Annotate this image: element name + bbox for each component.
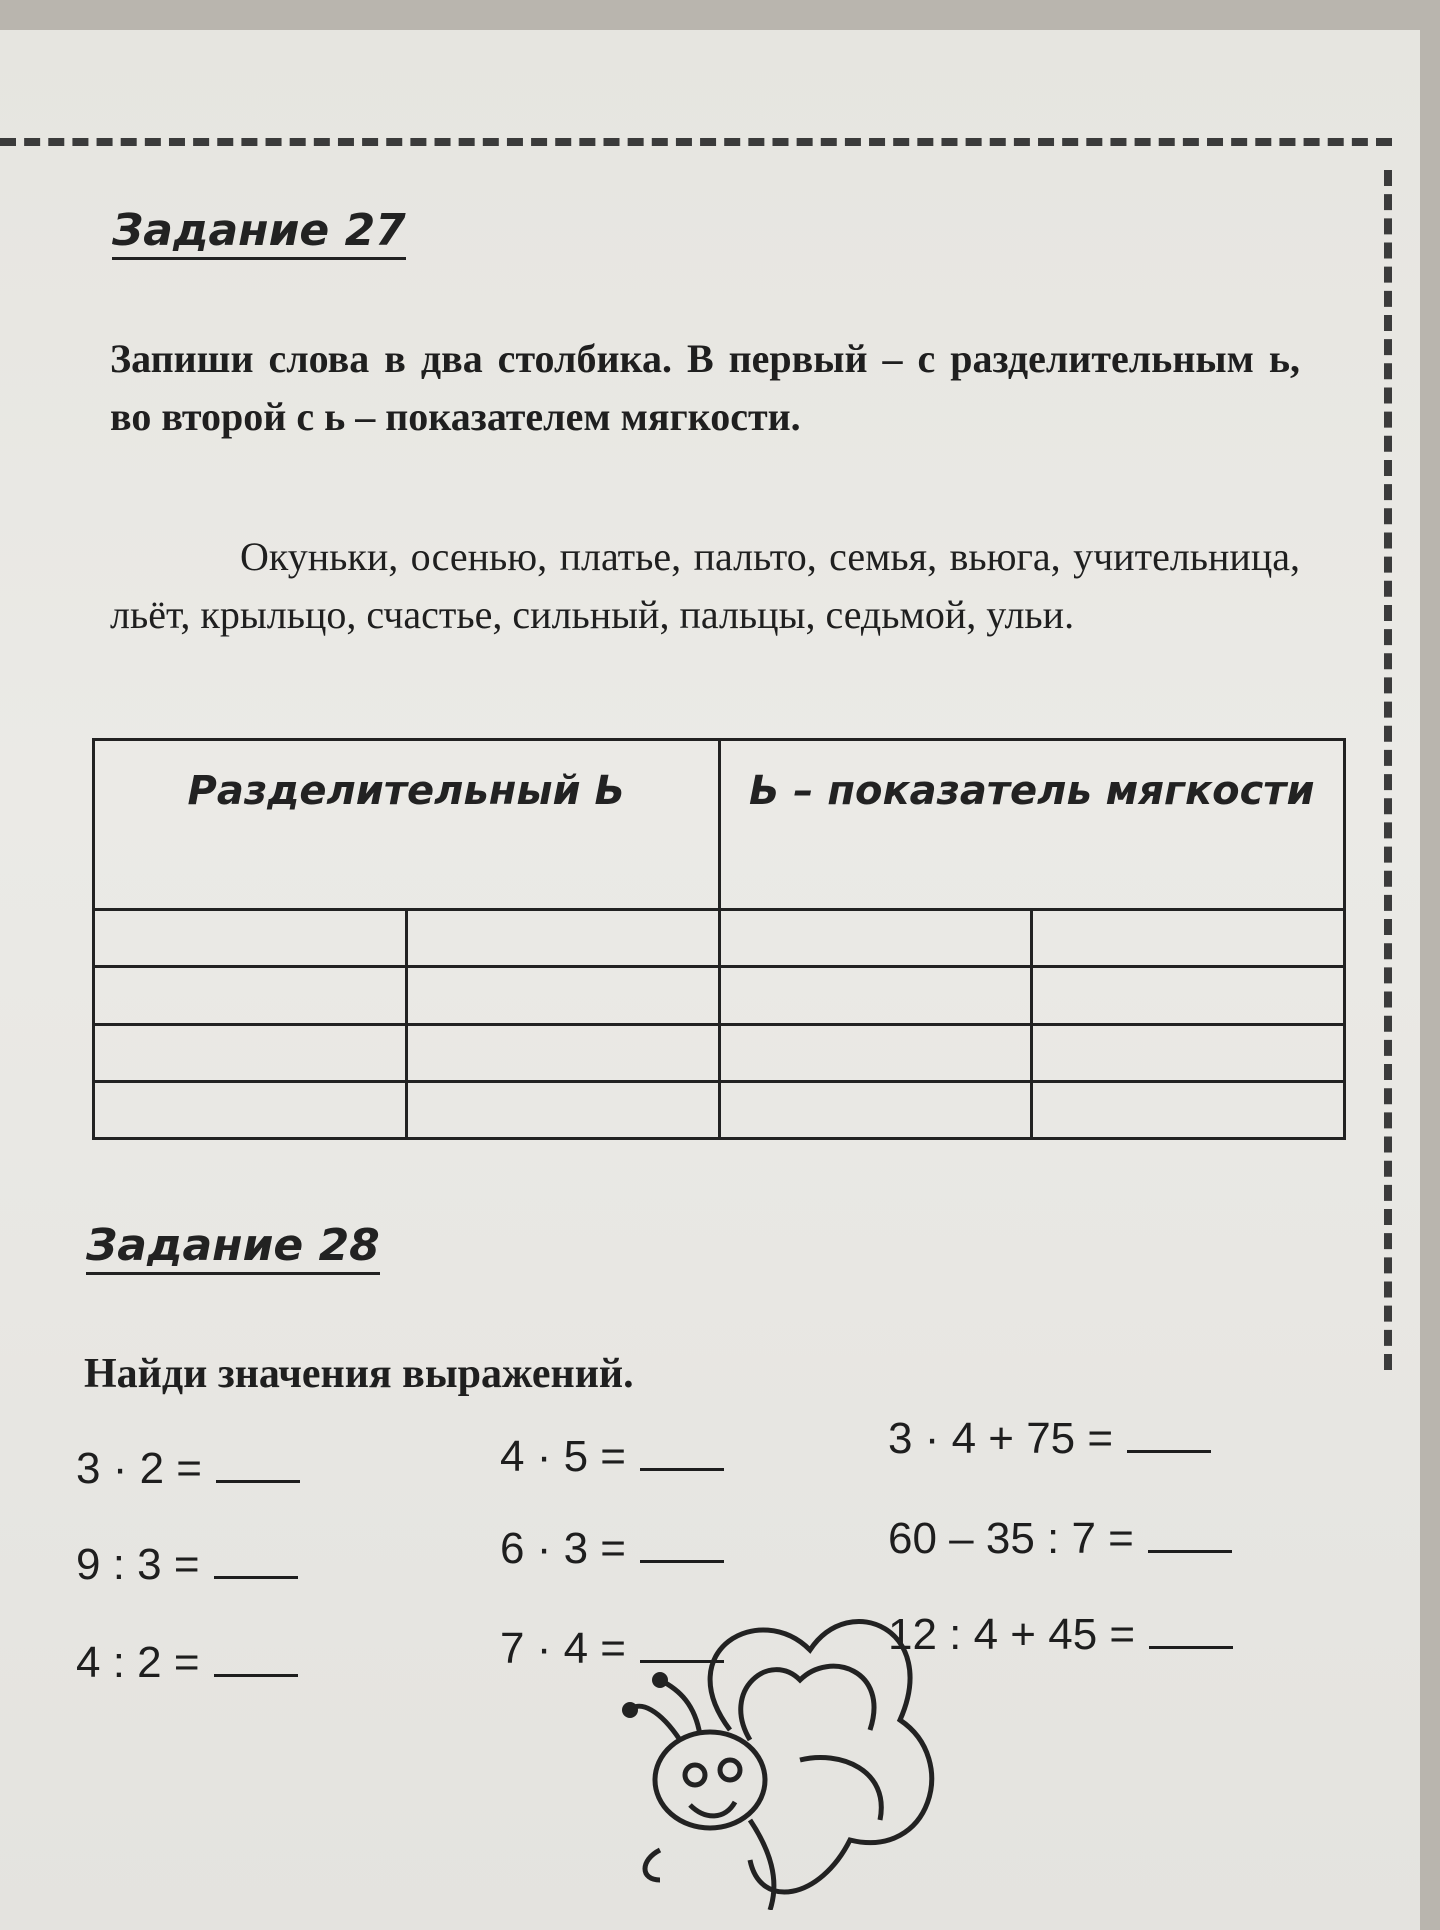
table-row (94, 967, 1345, 1024)
table-row (94, 1024, 1345, 1081)
task-27-title: Задание 27 (112, 205, 406, 260)
table-cell[interactable] (719, 1024, 1032, 1081)
table-cell[interactable] (94, 967, 407, 1024)
column-header-softness: Ь – показатель мягкости (719, 740, 1345, 910)
expression-text: 60 – 35 : 7 = (888, 1514, 1134, 1563)
expression (888, 1510, 1232, 1564)
table-cell[interactable] (1032, 910, 1345, 967)
expression (500, 1520, 724, 1574)
answer-blank[interactable] (214, 1536, 298, 1579)
expression (76, 1440, 300, 1494)
table-cell[interactable] (406, 1081, 719, 1138)
expression-text: 7 · 4 = (500, 1624, 626, 1673)
table-row (94, 1081, 1345, 1138)
task-28-instruction: Найди значения выражений. (84, 1351, 634, 1397)
butterfly-illustration-icon (600, 1610, 980, 1910)
expression-text: 4 · 5 = (500, 1432, 626, 1481)
sorting-table (92, 738, 1346, 1140)
table-cell[interactable] (94, 1024, 407, 1081)
dashed-border-top (0, 138, 1392, 146)
expression (500, 1428, 724, 1482)
expression-text: 12 : 4 + 45 = (888, 1610, 1136, 1659)
table-cell[interactable] (94, 1081, 407, 1138)
table-cell[interactable] (719, 1081, 1032, 1138)
table-cell[interactable] (1032, 1081, 1345, 1138)
column-header-separating: Разделительный Ь (94, 740, 720, 910)
expression-text: 3 · 4 + 75 = (888, 1414, 1114, 1463)
answer-blank[interactable] (640, 1520, 724, 1563)
table-cell[interactable] (1032, 967, 1345, 1024)
table-cell[interactable] (406, 910, 719, 967)
expression-text: 4 : 2 = (76, 1638, 200, 1687)
table-row (94, 910, 1345, 967)
table-cell[interactable] (719, 967, 1032, 1024)
table-cell[interactable] (406, 967, 719, 1024)
answer-blank[interactable] (1127, 1410, 1211, 1453)
task-28-title: Задание 28 (86, 1220, 380, 1275)
expression (888, 1410, 1211, 1464)
table-cell[interactable] (1032, 1024, 1345, 1081)
answer-blank[interactable] (640, 1428, 724, 1471)
task-27-word-list: Окуньки, осенью, платье, пальто, семья, вьюга, учительница, льёт, крыльцо, счастье, сильный, пальцы, седьмой, ульи. (110, 534, 1300, 637)
table-cell[interactable] (719, 910, 1032, 967)
expression-text: 9 : 3 = (76, 1540, 200, 1589)
answer-blank[interactable] (1148, 1510, 1232, 1553)
table-cell[interactable] (94, 910, 407, 967)
expression-text: 6 · 3 = (500, 1524, 626, 1573)
task-27-instruction: Запиши слова в два столбика. В первый – с разделительным ь, во второй с ь – показателем мягкости. (110, 336, 1300, 439)
answer-blank[interactable] (1149, 1606, 1233, 1649)
expression-text: 3 · 2 = (76, 1444, 202, 1493)
workbook-page (0, 30, 1420, 1930)
dashed-border-right (1384, 170, 1392, 1370)
expression (76, 1634, 298, 1688)
answer-blank[interactable] (214, 1634, 298, 1677)
answer-blank[interactable] (216, 1440, 300, 1483)
table-cell[interactable] (406, 1024, 719, 1081)
expression (76, 1536, 298, 1590)
